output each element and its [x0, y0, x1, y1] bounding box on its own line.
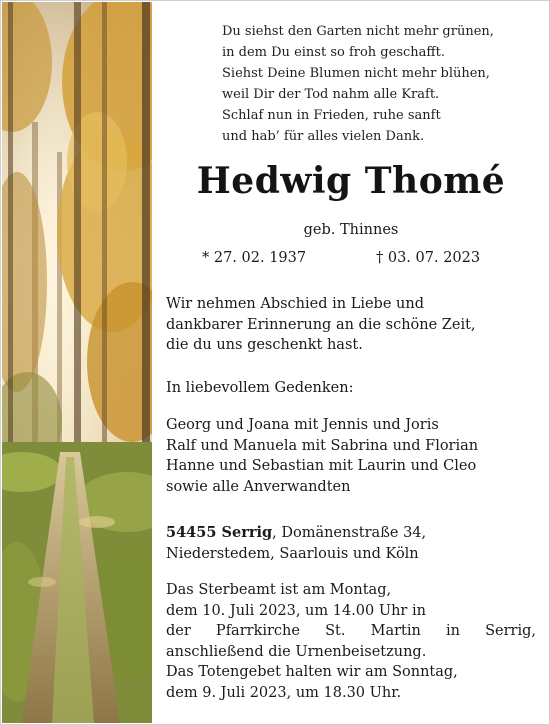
mourners-list [166, 415, 536, 497]
poem [222, 21, 532, 147]
death-date: † 03. 07. 2023 [376, 250, 481, 266]
farewell-line: die du uns geschenkt hast. [166, 337, 363, 353]
service-line: dem 9. Juli 2023, um 18.30 Uhr. [166, 684, 402, 701]
mourner-line: Georg und Joana mit Jennis und Joris [166, 417, 439, 433]
poem-line: weil Dir der Tod nahm alle Kraft. [222, 87, 440, 102]
address-street: , Domänenstraße 34, [272, 525, 427, 541]
mourner-line: Hanne und Sebastian mit Laurin und Cleo [166, 458, 477, 474]
birth-name: geb. Thinnes [303, 222, 399, 238]
farewell-line: dankbarer Erinnerung an die schöne Zeit, [166, 316, 476, 333]
service-line: Das Totengebet halten wir am Sonntag, [166, 664, 458, 680]
poem-line: in dem Du einst so froh geschafft. [222, 45, 445, 60]
deceased-name: Hedwig Thomé [196, 160, 506, 202]
address [166, 523, 536, 564]
address-line-1 [166, 523, 536, 544]
farewell-text [166, 294, 536, 356]
address-place: 54455 Serrig [166, 524, 273, 541]
obituary-text [166, 0, 536, 725]
poem-line: und hab’ für alles vielen Dank. [222, 129, 425, 144]
birth-date: * 27. 02. 1937 [202, 250, 307, 266]
poem-line: Schlaf nun in Frieden, ruhe sanft [222, 108, 441, 123]
service-info [166, 580, 536, 703]
service-line: der Pfarrkirche St. Martin in Serrig, [166, 623, 536, 639]
memory-heading [166, 378, 536, 399]
poem-line: Du siehst den Garten nicht mehr grünen, [222, 24, 494, 39]
mourner-line: Ralf und Manuela mit Sabrina und Florian [166, 437, 479, 454]
memory-heading-text: In liebevollem Gedenken: [166, 380, 354, 396]
autumn-forest-image [2, 2, 152, 723]
address-line-2: Niederstedem, Saarlouis und Köln [166, 545, 419, 562]
mourner-line: sowie alle Anverwandten [166, 478, 351, 495]
poem-line: Siehst Deine Blumen nicht mehr blühen, [222, 66, 490, 81]
service-line: anschließend die Urnenbeisetzung. [166, 643, 427, 660]
farewell-line: Wir nehmen Abschied in Liebe und [166, 296, 424, 312]
service-line: dem 10. Juli 2023, um 14.00 Uhr in [166, 602, 426, 619]
service-line: Das Sterbeamt ist am Montag, [166, 582, 392, 598]
